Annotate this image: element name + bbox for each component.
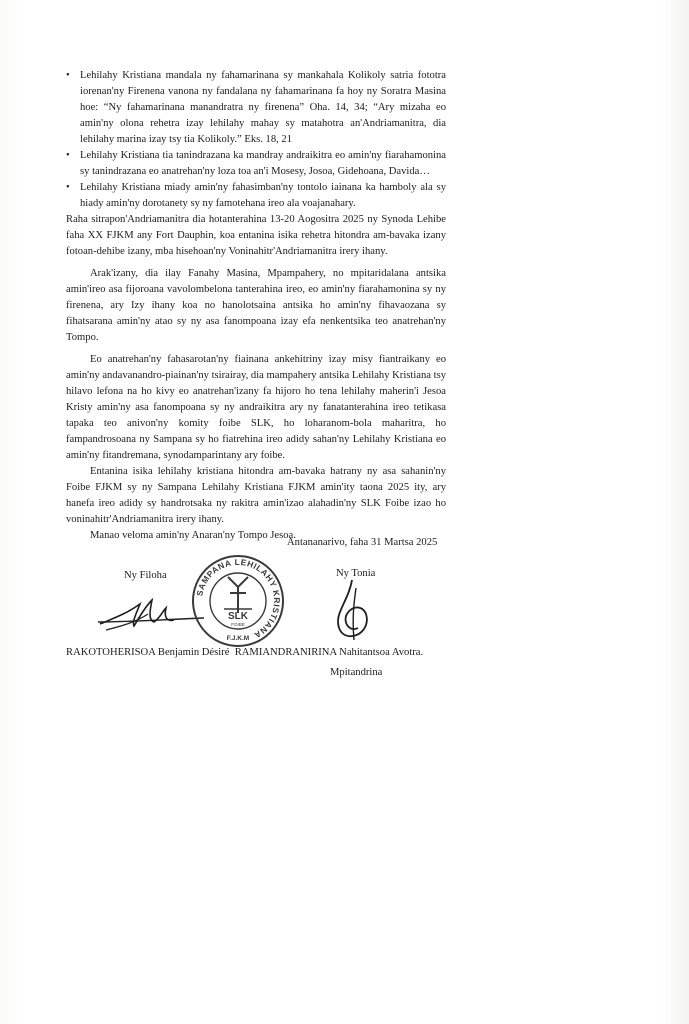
paragraph-holy-spirit: Arak'izany, dia ilay Fanahy Masina, Mpampahery, no mpitaridalana antsika amin'ireo asa fijoroana vavolombelona tanterahina ireo, eo amin'ny fiarahamonina sy ny firenena, ary Izy ihany koa no hanolotsaina antsika ho amin'ny fihavaozana sy fihatsarana amin'ny atao sy ny asa fanompoana izay efa nenkentsika teo anatrehan'ny Tompo. [66,268,446,343]
bullet-dot-icon: • [66,150,70,161]
letter-date: Antananarivo, faha 31 Martsa 2025 [287,537,438,548]
paragraph-closing: Manao veloma amin'ny Anaran'ny Tompo Jesoa. [90,530,296,541]
stamp-center-text: SLK [228,611,248,622]
paragraph-prayer: Entanina isika lehilahy kristiana hitondra am-bavaka hatrany ny asa sahanin'ny Foibe FJKM sy ny Sampana Lehilahy Kristiana FJKM amin'ity taona 2025 ity, ary hanefa ireo adidy sy handrotsaka ny rakitra amin'izao alahadin'ny SLK Foibe izao ho voninahitr'Andriamanitra irery ihany. [66,466,446,525]
stamp-sub-text: FOIBE [231,622,245,627]
official-stamp-icon [190,553,286,649]
secretary-name: RAMIANDRANIRINA Nahitantsoa Avotra. [234,647,424,658]
bullet-list [66,68,446,212]
bullet-dot-icon: • [66,70,70,81]
paragraph-synod: Raha sitrapon'Andriamanitra dia hotanterahina 13-20 Aogositra 2025 ny Synoda Lehibe faha XX FJKM any Fort Dauphin, koa entanina isika rehetra hitondra am-bavaka izany fotoan-dehibe izany, mba hisehoan'ny Voninahitr'Andriamanitra irery ihany. [66,214,446,257]
president-label: Ny Filoha [124,570,167,581]
bullet-dot-icon: • [66,182,70,193]
secretary-role: Mpitandrina [330,667,383,678]
secretary-label: Ny Tonia [336,568,376,579]
bullet-item: • Lehilahy Kristiana tia tanindrazana ka mandray andraikitra eo amin'ny fiarahamonina sy tanindrazana eo anatrehan'ny loza toa an'i Mosesy, Josoa, Gidehoana, Davida… [66,150,446,177]
paragraph-encouragement: Eo anatrehan'ny fahasarotan'ny fiainana ankehitriny izay misy fiantraikany eo amin'ny andavanandro-piainan'ny tsirairay, dia mampahery antsika Lehilahy Kristiana tsy hilavo lefona na ho kivy eo anatrehan'izany fa hijoro ho tena lehilahy maherin'i Jesoa Kristy amin'ny asa fanompoana sy ny andraikitra ary ny fanatanterahina ireo tetikasa tapaka teo anivon'ny komity foibe SLK, ho loharanom-bola maharitra, ho fampandrosoana ny Sampana sy ho fiatrehina ireo adidy sahan'ny Lehilahy Kristiana eo amin'ny fitandremana, synodamparintany ary foibe. [66,354,446,461]
letter-body [66,68,446,544]
stamp-bottom-text: F.J.K.M [226,635,250,642]
bullet-item: • Lehilahy Kristiana mandala ny fahamarinana sy mankahala Kolikoly satria fototra iorenan'ny Firenena vanona ny fandalana ny fahamarinana fa hoy ny Soratra Masina hoe: “Ny fahamarinana manandratra ny firenena” Oha. 14, 34; “Ary mizaha eo amin'ny olona rehetra izay lehilahy mahay sy matahotra an'Andriamanitra, dia lehilahy marina izay tsy tia Kolikoly.” Eks. 18, 21 [66,70,446,145]
signatory-names [66,647,423,658]
stamp-ring-text: SAMPANA LEHILAHY KRISTIANA [194,556,283,641]
bullet-item: • Lehilahy Kristiana miady amin'ny fahasimban'ny tontolo iainana ka hamboly ala sy hiady amin'ny dorotanety sy ny famotehana ireo ala voajanahary. [66,182,446,209]
secretary-signature-icon [332,578,376,644]
president-name: RAKOTOHERISOA Benjamin Désiré [66,647,230,658]
